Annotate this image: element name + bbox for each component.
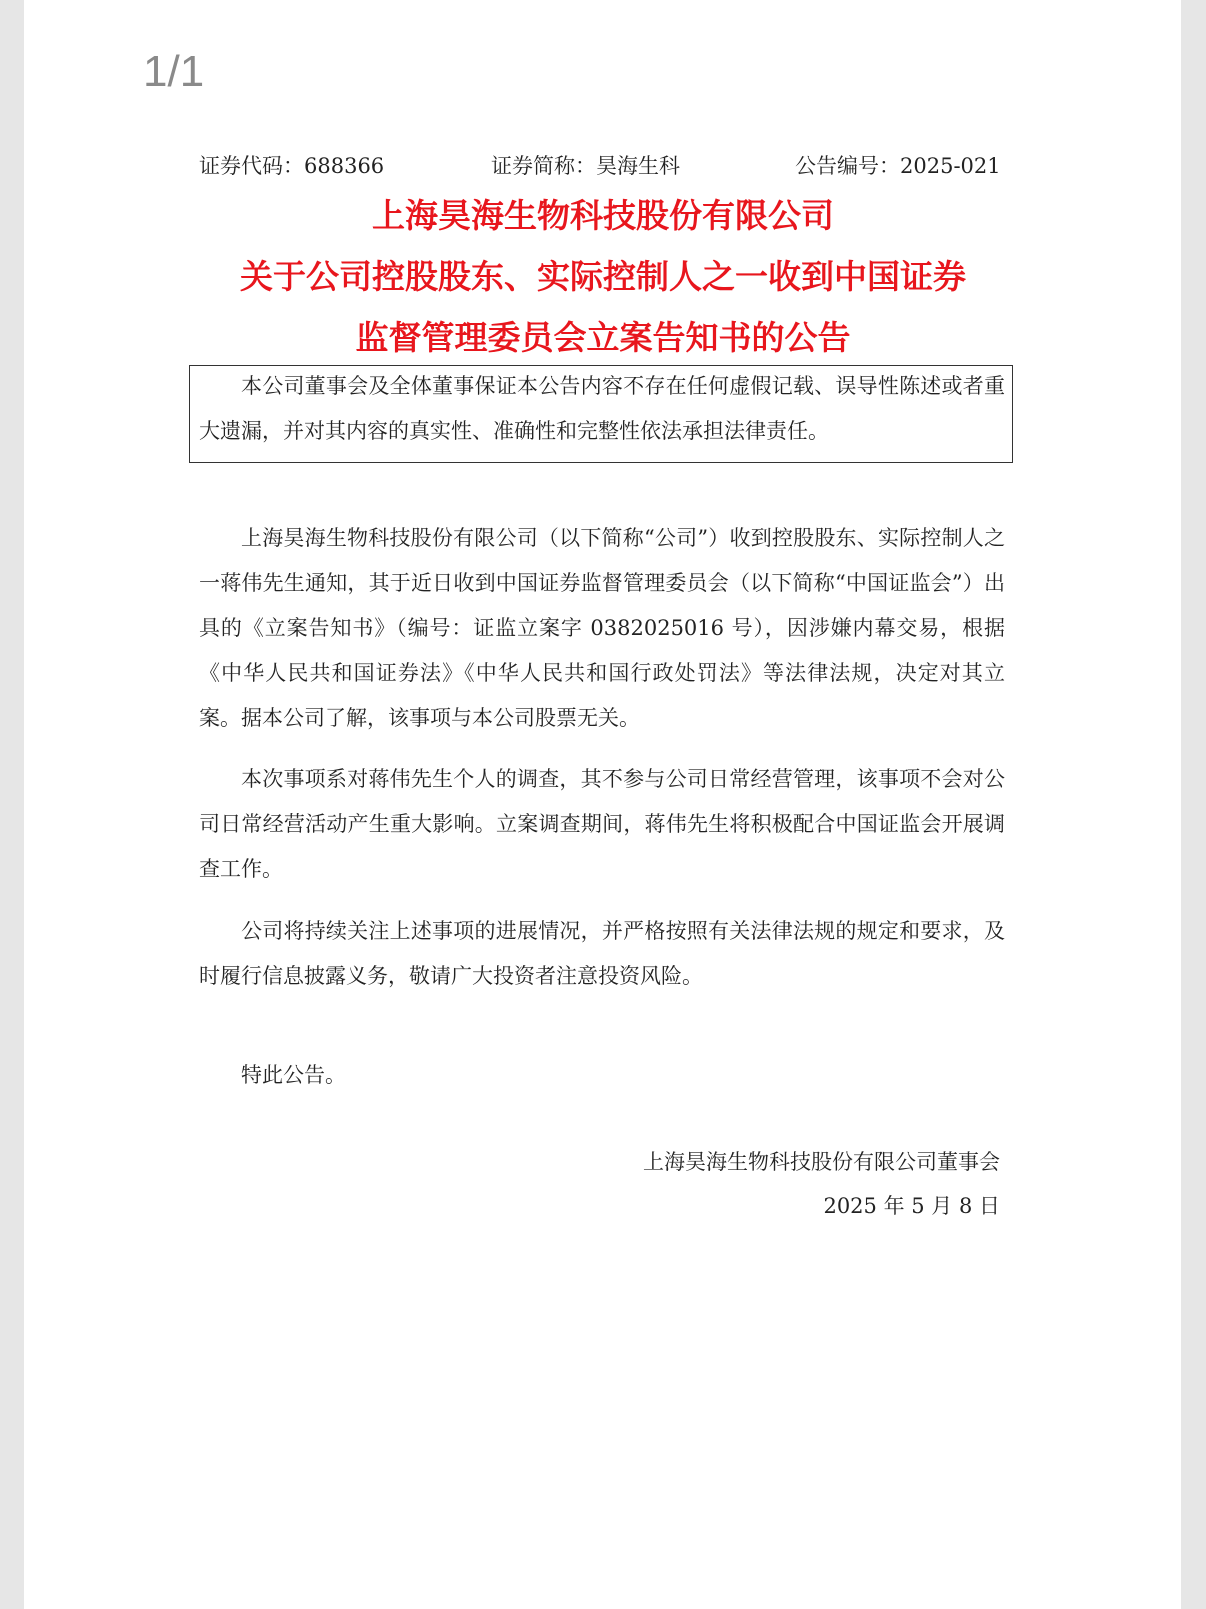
page-indicator: 1/1 (143, 47, 205, 96)
closing-text: 特此公告。 (241, 1063, 346, 1087)
stock-code: 证券代码：688366 (199, 154, 385, 178)
signature-org: 上海昊海生物科技股份有限公司董事会 (643, 1150, 1000, 1174)
notice-number: 公告编号：2025-021 (795, 154, 1001, 178)
body-paragraph-2: 本次事项系对蒋伟先生个人的调查，其不参与公司日常经营管理，该事项不会对公司日常经营活动产生重大影响。立案调查期间，蒋伟先生将积极配合中国证监会开展调查工作。 (199, 767, 1005, 881)
title-line-3: 监督管理委员会立案告知书的公告 (355, 318, 851, 357)
body-paragraph-3: 公司将持续关注上述事项的进展情况，并严格按照有关法律法规的规定和要求，及时履行信息披露义务，敬请广大投资者注意投资风险。 (199, 919, 1005, 988)
body-paragraph-1: 上海昊海生物科技股份有限公司（以下简称“公司”）收到控股股东、实际控制人之一蒋伟先生通知，其于近日收到中国证券监督管理委员会（以下简称“中国证监会”）出具的《立案告知书》（编号：证监立案字 0382025016 号），因涉嫌内幕交易，根据《中华人民共和国证券法》《中华人民共和国行政处罚法》等法律法规，决定对其立案。据本公司了解，该事项与本公司股票无关。 (199, 526, 1005, 730)
title-line-2: 关于公司控股股东、实际控制人之一收到中国证券 (240, 257, 966, 296)
disclaimer-text: 本公司董事会及全体董事保证本公告内容不存在任何虚假记载、误导性陈述或者重大遗漏，并对其内容的真实性、准确性和完整性依法承担法律责任。 (199, 374, 1005, 443)
signature-date: 2025 年 5 月 8 日 (823, 1194, 1000, 1218)
stock-name: 证券简称：昊海生科 (491, 154, 680, 178)
title-line-1: 上海昊海生物科技股份有限公司 (372, 196, 834, 235)
